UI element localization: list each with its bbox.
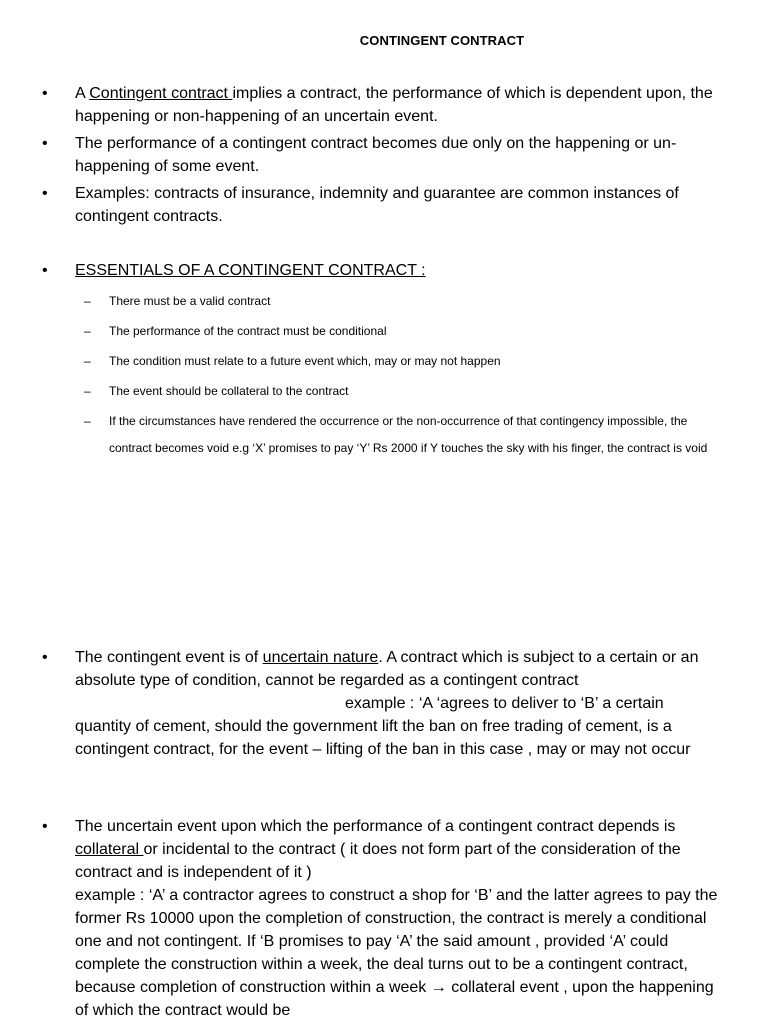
- example-line: example : ‘A ‘agrees to deliver to ‘B’ a certain: [345, 695, 664, 712]
- list-item: – The event should be collateral to the contract: [84, 378, 724, 405]
- list-item: • Examples: contracts of insurance, indemnity and guarantee are common instances of contingent contracts.: [40, 182, 730, 228]
- intro-list: [40, 82, 730, 228]
- arrow-icon: →: [430, 979, 447, 996]
- list-item: • The performance of a contingent contract becomes due only on the happening or un-happening of some event.: [40, 132, 730, 178]
- bullet-icon: •: [42, 85, 48, 102]
- dash-icon: –: [84, 384, 91, 398]
- bullet-icon: •: [42, 818, 48, 835]
- list-item: – The performance of the contract must be conditional: [84, 318, 724, 345]
- list-item: – If the circumstances have rendered the occurrence or the non-occurrence of that contingency impossible, the contract becomes void e.g ‘X’ promises to pay ‘Y’ Rs 2000 if Y touches the sky with his finger, the contract is void: [84, 408, 724, 462]
- list-item: – There must be a valid contract: [84, 288, 724, 315]
- underlined-term: uncertain nature: [262, 649, 379, 666]
- essentials-heading-list: [40, 259, 730, 282]
- bullet-icon: •: [42, 185, 48, 202]
- section-heading: ESSENTIALS OF A CONTINGENT CONTRACT :: [75, 262, 426, 279]
- dash-icon: –: [84, 294, 91, 308]
- uncertain-list: [40, 646, 730, 761]
- dash-icon: –: [84, 324, 91, 338]
- underlined-term: Contingent contract: [89, 85, 233, 102]
- list-item: – The condition must relate to a future event which, may or may not happen: [84, 348, 724, 375]
- essentials-list: [84, 288, 724, 462]
- dash-icon: –: [84, 354, 91, 368]
- list-item: [40, 259, 730, 282]
- list-item: • The contingent event is of uncertain nature. A contract which is subject to a certain or an absolute type of condition, cannot be regarded as a contingent contract example : ‘A ‘agrees to deliver to ‘B’ a certain quantity of cement, should the government lift the ban on free trading of cement, is a contingent contract, for the event – lifting of the ban in this case , may or may not occur: [40, 646, 730, 761]
- list-item: • The uncertain event upon which the performance of a contingent contract depends is collateral or incidental to the contract ( it does not form part of the consideration of the contract and is independent of it ) example : ‘A’ a contractor agrees to construct a shop for ‘B’ and the latter agrees to pay the former Rs 10000 upon the completion of construction, the contract is merely a conditional one and not contingent. If ‘B promises to pay ‘A’ the said amount , provided ‘A’ could complete the construction within a week, the deal turns out to be a contingent contract, because completion of construction within a week → collateral event , upon the happening of which the contract would be: [40, 815, 730, 1022]
- page-title: CONTINGENT CONTRACT: [359, 33, 525, 48]
- collateral-list: [40, 815, 730, 1022]
- bullet-icon: •: [42, 135, 48, 152]
- dash-icon: –: [84, 414, 91, 428]
- bullet-icon: •: [42, 262, 48, 279]
- underlined-term: collateral: [75, 841, 144, 858]
- list-item: • A Contingent contract implies a contract, the performance of which is dependent upon, the happening or non-happening of an uncertain event.: [40, 82, 730, 128]
- bullet-icon: •: [42, 649, 48, 666]
